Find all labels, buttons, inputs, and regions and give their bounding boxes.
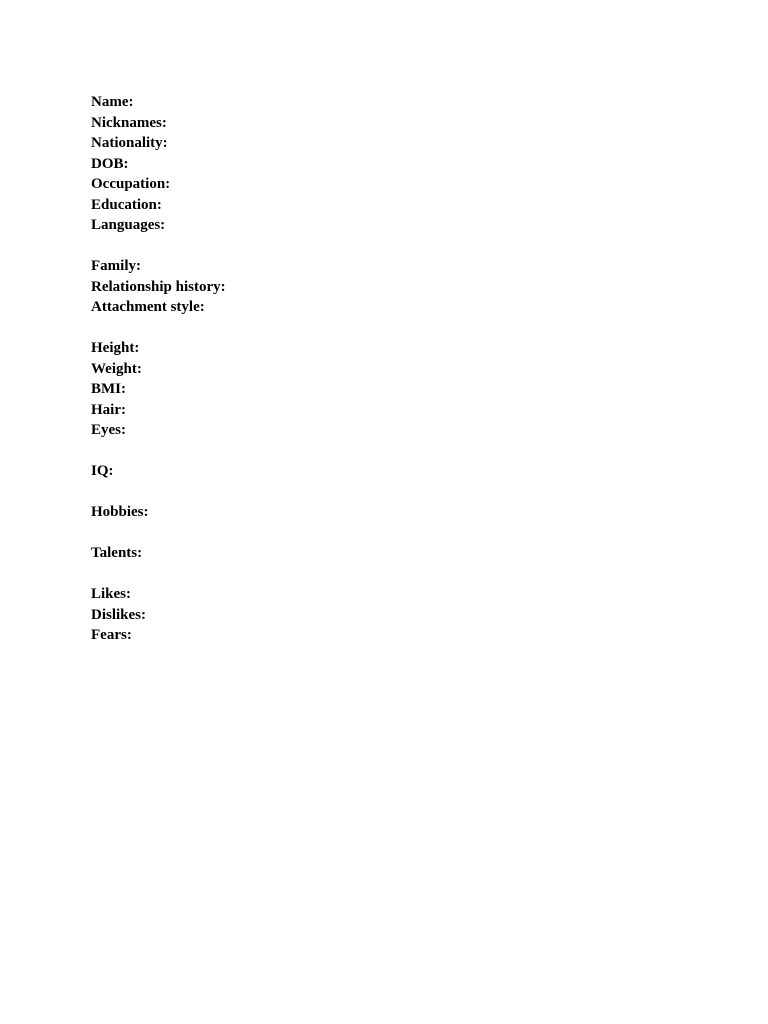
field-dislikes-label: Dislikes:	[91, 606, 147, 623]
field-occupation-label: Occupation:	[91, 176, 171, 192]
character-profile-fields	[91, 92, 226, 646]
field-dob-label: DOB:	[91, 155, 129, 172]
field-hair-label: Hair:	[91, 401, 126, 418]
field-attachment-style-label: Attachment style:	[91, 299, 205, 315]
field-hobbies-label: Hobbies:	[91, 504, 149, 520]
field-iq-label: IQ:	[91, 463, 114, 479]
blank-line	[91, 482, 226, 503]
field-nicknames-label: Nicknames:	[91, 114, 167, 131]
group-basic-info	[91, 92, 226, 236]
blank-line	[91, 236, 226, 257]
field-talents-label: Talents:	[91, 545, 143, 561]
field-relationship-history-label: Relationship history:	[91, 278, 226, 295]
field-nationality-label: Nationality:	[91, 135, 168, 151]
field-eyes-label: Eyes:	[91, 422, 126, 438]
group-hobbies	[91, 502, 226, 523]
blank-line	[91, 318, 226, 339]
field-bmi-label: BMI:	[91, 381, 126, 397]
group-talents	[91, 543, 226, 564]
field-fears-label: Fears:	[91, 627, 132, 643]
field-languages-label: Languages:	[91, 217, 166, 233]
blank-line	[91, 564, 226, 585]
group-relationships	[91, 256, 226, 318]
group-intelligence	[91, 461, 226, 482]
blank-line	[91, 523, 226, 544]
field-education-label: Education:	[91, 196, 162, 213]
group-preferences	[91, 584, 226, 646]
field-name-label: Name:	[91, 94, 134, 110]
field-weight-label: Weight:	[91, 360, 142, 377]
field-height-label: Height:	[91, 340, 140, 356]
group-physical	[91, 338, 226, 441]
field-likes-label: Likes:	[91, 586, 132, 602]
blank-line	[91, 441, 226, 462]
field-family-label: Family:	[91, 258, 141, 274]
